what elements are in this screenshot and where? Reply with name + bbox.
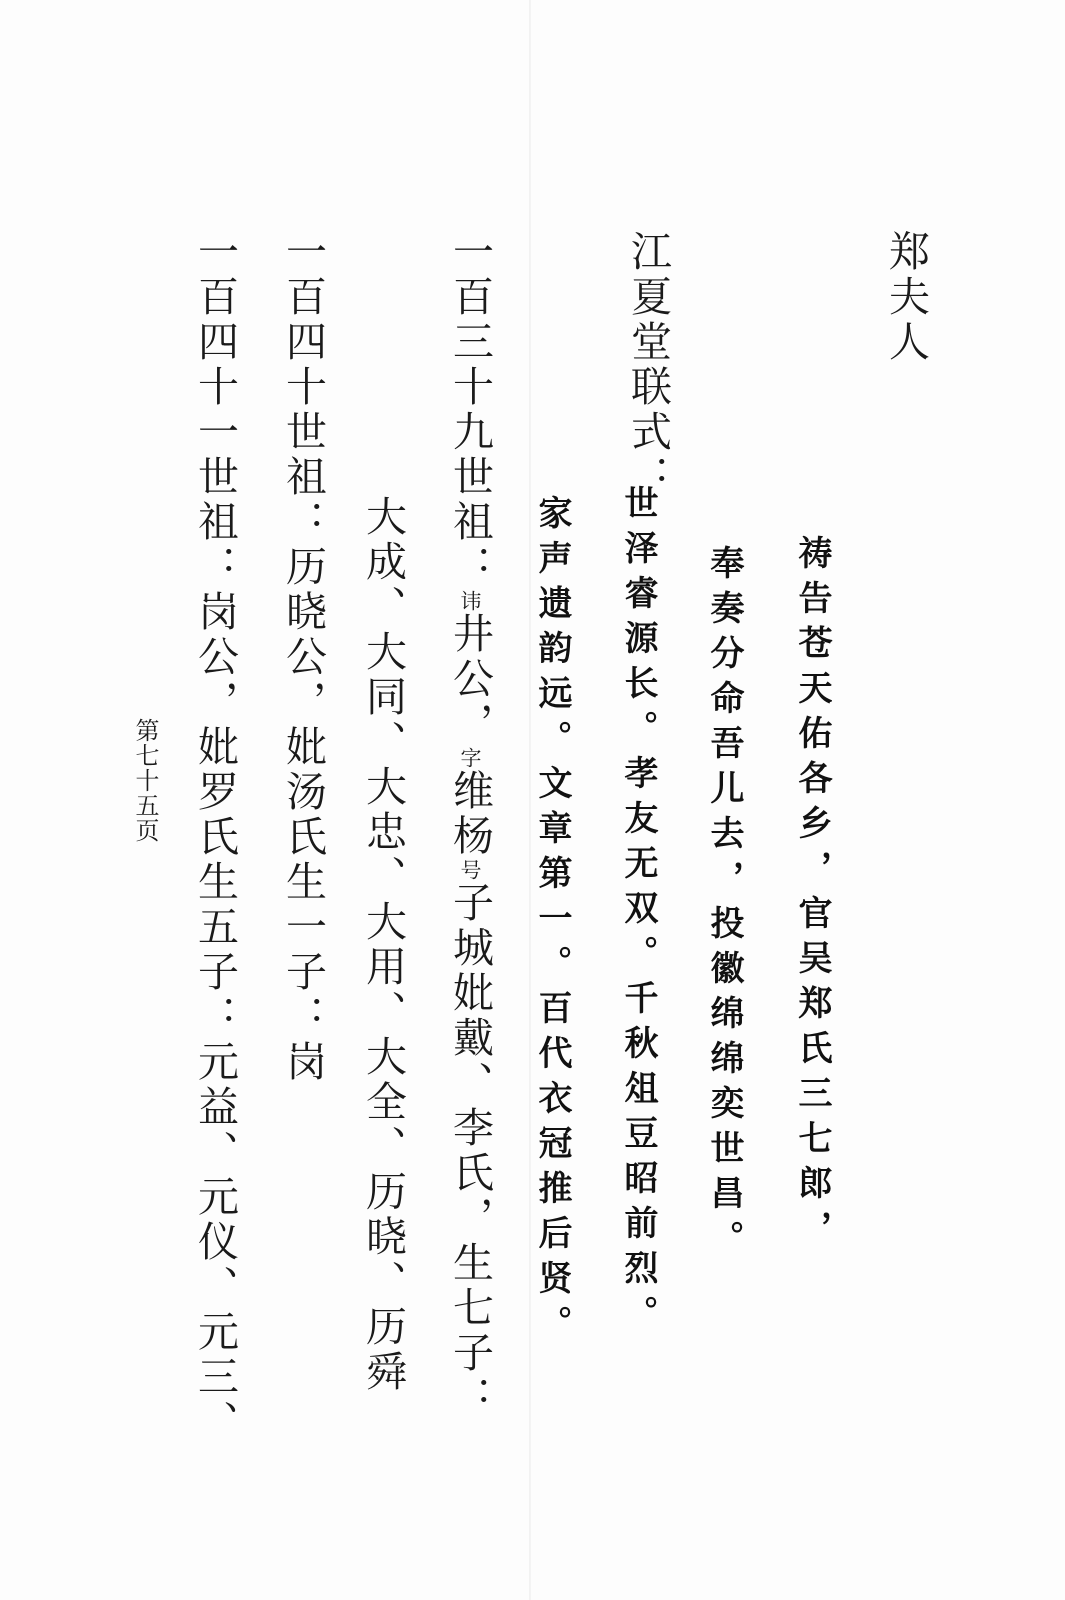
- generation-139-sons: 大成、大同、大忠、大用、大全、历晓、历舜: [359, 495, 407, 1395]
- generation-141-entry: 一百四十一世祖：岗公，妣罗氏生五子：元益、元仪、元三、: [191, 230, 239, 1445]
- generation-139-prefix: 一百三十九世祖：: [446, 230, 494, 590]
- hall-couplet-line-1: 世泽睿源长。孝友无双。千秋俎豆昭前烈。: [618, 485, 658, 1340]
- courtesy-name: 维杨: [446, 769, 494, 859]
- page-number: 第七十五页: [131, 718, 159, 843]
- page-fold: [529, 0, 531, 1600]
- section-title: 郑夫人: [882, 230, 930, 365]
- courtesy-name-note: 字: [458, 747, 482, 769]
- hall-couplet-line-2: 家声遗韵远。文章第一。百代衣冠推后贤。: [532, 495, 572, 1350]
- generation-140-entry: 一百四十世祖：历晓公，妣汤氏生一子：岗: [279, 230, 327, 1085]
- poem-line-1: 祷告苍天佑各乡，官吴郑氏三七郎，: [792, 535, 832, 1255]
- generation-139-entry: [446, 230, 494, 1421]
- taboo-name-note: 讳: [458, 590, 482, 612]
- generation-139-rest: 子城妣戴、李氏，生七子：: [446, 881, 494, 1421]
- poem-line-2: 奉奏分命吾儿去，投徽绵绵奕世昌。: [704, 545, 744, 1265]
- hall-couplet-heading: 江夏堂联式：: [624, 230, 672, 500]
- ancestor-name: 井公，: [446, 612, 494, 747]
- art-name-note: 号: [458, 859, 482, 881]
